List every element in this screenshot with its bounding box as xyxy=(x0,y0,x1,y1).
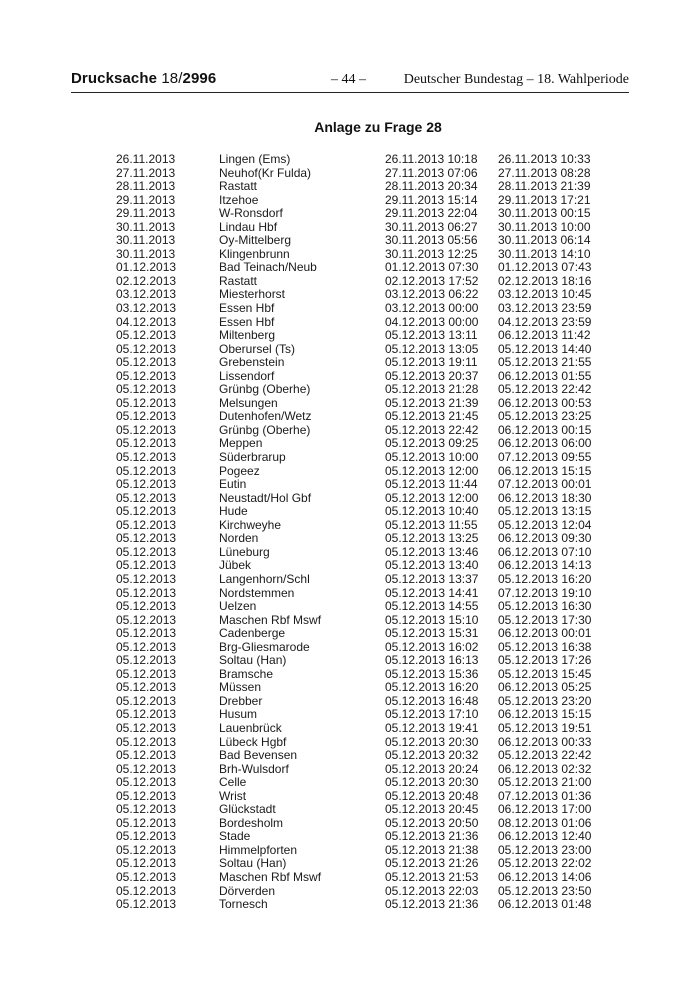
station-cell: Essen Hbf xyxy=(219,314,275,329)
end-time-cell: 06.12.2013 02:32 xyxy=(498,761,592,776)
station-cell: Lissendorf xyxy=(219,368,275,383)
start-time-cell: 05.12.2013 13:40 xyxy=(385,558,479,573)
start-time-cell: 05.12.2013 15:10 xyxy=(385,612,479,627)
end-time-cell: 30.11.2013 10:00 xyxy=(498,219,591,234)
station-cell: Eutin xyxy=(219,477,247,492)
date-cell: 26.11.2013 xyxy=(116,152,176,166)
start-time-cell: 05.12.2013 20:37 xyxy=(385,368,479,383)
end-time-cell: 05.12.2013 15:45 xyxy=(498,666,592,681)
start-time-cell: 05.12.2013 21:28 xyxy=(385,382,479,397)
date-cell: 05.12.2013 xyxy=(116,599,177,614)
station-cell: Essen Hbf xyxy=(219,301,275,316)
table-row xyxy=(0,329,700,343)
end-time-cell: 06.12.2013 15:15 xyxy=(498,463,592,478)
end-time-cell: 05.12.2013 17:26 xyxy=(498,653,592,668)
end-time-cell: 30.11.2013 14:10 xyxy=(498,246,591,261)
start-time-cell: 01.12.2013 07:30 xyxy=(385,260,479,275)
end-time-cell: 05.12.2013 21:00 xyxy=(498,775,592,790)
end-time-cell: 05.12.2013 14:40 xyxy=(498,341,592,356)
date-cell: 05.12.2013 xyxy=(116,639,177,654)
station-cell: Neuhof(Kr Fulda) xyxy=(219,165,312,180)
start-time-cell: 02.12.2013 17:52 xyxy=(385,273,479,288)
table-row xyxy=(0,546,700,560)
start-time-cell: 05.12.2013 21:36 xyxy=(385,829,479,844)
table-row xyxy=(0,708,700,722)
start-time-cell: 05.12.2013 21:26 xyxy=(385,856,479,871)
date-cell: 03.12.2013 xyxy=(116,287,177,302)
date-cell: 05.12.2013 xyxy=(116,422,177,437)
table-row xyxy=(0,681,700,695)
date-cell: 05.12.2013 xyxy=(116,707,177,722)
table-row xyxy=(0,221,700,235)
table-row xyxy=(0,519,700,533)
start-time-cell: 05.12.2013 20:32 xyxy=(385,748,479,763)
table-row xyxy=(0,234,700,248)
end-time-cell: 05.12.2013 13:15 xyxy=(498,504,592,519)
station-cell: Klingenbrunn xyxy=(219,246,290,261)
station-cell: Rastatt xyxy=(219,273,258,288)
start-time-cell: 05.12.2013 12:00 xyxy=(385,490,479,505)
start-time-cell: 05.12.2013 21:36 xyxy=(385,897,479,912)
start-time-cell: 05.12.2013 21:38 xyxy=(385,842,479,857)
station-cell: Lauenbrück xyxy=(219,720,282,735)
end-time-cell: 06.12.2013 00:33 xyxy=(498,734,592,749)
start-time-cell: 05.12.2013 16:48 xyxy=(385,693,479,708)
end-time-cell: 06.12.2013 14:06 xyxy=(498,869,592,884)
table-row xyxy=(0,857,700,871)
start-time-cell: 05.12.2013 13:37 xyxy=(385,571,479,586)
station-cell: Lüneburg xyxy=(219,544,270,559)
table-row xyxy=(0,275,700,289)
start-time-cell: 05.12.2013 15:31 xyxy=(385,626,479,641)
date-cell: 01.12.2013 xyxy=(116,260,177,275)
station-cell: Uelzen xyxy=(219,599,257,614)
start-time-cell: 05.12.2013 16:02 xyxy=(385,639,479,654)
date-cell: 05.12.2013 xyxy=(116,842,177,857)
start-time-cell: 04.12.2013 00:00 xyxy=(385,314,479,329)
end-time-cell: 03.12.2013 23:59 xyxy=(498,301,592,316)
station-cell: Jübek xyxy=(219,558,252,573)
station-cell: Soltau (Han) xyxy=(219,653,287,668)
annex-title: Anlage zu Frage 28 xyxy=(314,119,442,135)
start-time-cell: 28.11.2013 20:34 xyxy=(385,179,478,194)
start-time-cell: 30.11.2013 12:25 xyxy=(385,246,478,261)
start-time-cell: 05.12.2013 11:44 xyxy=(385,477,478,492)
station-cell: Glückstadt xyxy=(219,802,276,817)
end-time-cell: 07.12.2013 09:55 xyxy=(498,450,592,465)
date-cell: 05.12.2013 xyxy=(116,355,177,370)
end-time-cell: 06.12.2013 17:00 xyxy=(498,802,592,817)
table-row xyxy=(0,898,700,912)
table-row xyxy=(0,532,700,546)
table-row xyxy=(0,559,700,573)
end-time-cell: 26.11.2013 10:33 xyxy=(498,152,591,166)
date-cell: 02.12.2013 xyxy=(116,273,177,288)
end-time-cell: 05.12.2013 21:55 xyxy=(498,355,592,370)
end-time-cell: 08.12.2013 01:06 xyxy=(498,815,592,830)
start-time-cell: 05.12.2013 16:20 xyxy=(385,680,479,695)
station-cell: Lübeck Hgbf xyxy=(219,734,287,749)
table-row xyxy=(0,830,700,844)
date-cell: 05.12.2013 xyxy=(116,544,177,559)
start-time-cell: 27.11.2013 07:06 xyxy=(385,165,478,180)
end-time-cell: 02.12.2013 18:16 xyxy=(498,273,592,288)
document-label: Drucksache xyxy=(71,70,158,87)
date-cell: 05.12.2013 xyxy=(116,341,177,356)
start-time-cell: 05.12.2013 20:30 xyxy=(385,775,479,790)
station-cell: Lindau Hbf xyxy=(219,219,278,234)
station-cell: Brg-Gliesmarode xyxy=(219,639,310,654)
start-time-cell: 29.11.2013 15:14 xyxy=(385,192,478,207)
station-cell: Bordesholm xyxy=(219,815,284,830)
date-cell: 30.11.2013 xyxy=(116,233,176,248)
start-time-cell: 05.12.2013 14:55 xyxy=(385,599,479,614)
page-number: – 44 – xyxy=(331,72,366,87)
station-cell: Cadenberge xyxy=(219,626,286,641)
date-cell: 05.12.2013 xyxy=(116,748,177,763)
table-row xyxy=(0,654,700,668)
table-row xyxy=(0,194,700,208)
station-cell: Drebber xyxy=(219,693,263,708)
start-time-cell: 30.11.2013 06:27 xyxy=(385,219,478,234)
end-time-cell: 06.12.2013 06:00 xyxy=(498,436,592,451)
start-time-cell: 05.12.2013 15:36 xyxy=(385,666,479,681)
start-time-cell: 03.12.2013 06:22 xyxy=(385,287,479,302)
end-time-cell: 06.12.2013 11:42 xyxy=(498,328,591,343)
start-time-cell: 05.12.2013 13:25 xyxy=(385,531,479,546)
table-row xyxy=(0,668,700,682)
end-time-cell: 05.12.2013 23:50 xyxy=(498,883,592,898)
end-time-cell: 05.12.2013 22:42 xyxy=(498,748,592,763)
date-cell: 05.12.2013 xyxy=(116,517,177,532)
end-time-cell: 05.12.2013 16:30 xyxy=(498,599,592,614)
date-cell: 05.12.2013 xyxy=(116,477,177,492)
date-cell: 05.12.2013 xyxy=(116,883,177,898)
table-row xyxy=(0,167,700,181)
document-number-prefix: 18/ xyxy=(161,70,183,87)
end-time-cell: 27.11.2013 08:28 xyxy=(498,165,591,180)
station-cell: Kirchweyhe xyxy=(219,517,282,532)
date-cell: 05.12.2013 xyxy=(116,328,177,343)
table-row xyxy=(0,180,700,194)
start-time-cell: 05.12.2013 20:30 xyxy=(385,734,479,749)
data-table xyxy=(0,153,700,912)
end-time-cell: 07.12.2013 19:10 xyxy=(498,585,592,600)
station-cell: Lingen (Ems) xyxy=(219,152,291,166)
station-cell: Langenhorn/Schl xyxy=(219,571,310,586)
station-cell: Miltenberg xyxy=(219,328,276,343)
date-cell: 05.12.2013 xyxy=(116,382,177,397)
table-row xyxy=(0,370,700,384)
table-row xyxy=(0,451,700,465)
date-cell: 05.12.2013 xyxy=(116,829,177,844)
date-cell: 05.12.2013 xyxy=(116,463,177,478)
station-cell: Tornesch xyxy=(219,897,268,912)
table-row xyxy=(0,871,700,885)
table-row xyxy=(0,343,700,357)
station-cell: Wrist xyxy=(219,788,247,803)
station-cell: Meppen xyxy=(219,436,263,451)
end-time-cell: 06.12.2013 01:55 xyxy=(498,368,592,383)
start-time-cell: 05.12.2013 13:46 xyxy=(385,544,479,559)
station-cell: Norden xyxy=(219,531,259,546)
table-row xyxy=(0,302,700,316)
start-time-cell: 05.12.2013 20:45 xyxy=(385,802,479,817)
date-cell: 05.12.2013 xyxy=(116,856,177,871)
date-cell: 29.11.2013 xyxy=(116,192,176,207)
start-time-cell: 05.12.2013 21:39 xyxy=(385,395,479,410)
date-cell: 05.12.2013 xyxy=(116,897,177,912)
start-time-cell: 05.12.2013 12:00 xyxy=(385,463,479,478)
station-cell: Maschen Rbf Mswf xyxy=(219,869,322,884)
table-row xyxy=(0,641,700,655)
table-row xyxy=(0,803,700,817)
table-row xyxy=(0,383,700,397)
date-cell: 05.12.2013 xyxy=(116,666,177,681)
date-cell: 05.12.2013 xyxy=(116,680,177,695)
date-cell: 05.12.2013 xyxy=(116,368,177,383)
start-time-cell: 26.11.2013 10:18 xyxy=(385,152,478,166)
table-row xyxy=(0,492,700,506)
table-row xyxy=(0,749,700,763)
date-cell: 05.12.2013 xyxy=(116,436,177,451)
date-cell: 05.12.2013 xyxy=(116,409,177,424)
end-time-cell: 05.12.2013 12:04 xyxy=(498,517,592,532)
station-cell: Itzehoe xyxy=(219,192,259,207)
start-time-cell: 03.12.2013 00:00 xyxy=(385,301,479,316)
station-cell: Grünbg (Oberhe) xyxy=(219,382,311,397)
end-time-cell: 01.12.2013 07:43 xyxy=(498,260,592,275)
station-cell: Bad Teinach/Neub xyxy=(219,260,317,275)
end-time-cell: 05.12.2013 22:02 xyxy=(498,856,592,871)
date-cell: 30.11.2013 xyxy=(116,246,176,261)
station-cell: Hude xyxy=(219,504,248,519)
date-cell: 30.11.2013 xyxy=(116,219,176,234)
date-cell: 05.12.2013 xyxy=(116,720,177,735)
end-time-cell: 05.12.2013 16:20 xyxy=(498,571,592,586)
end-time-cell: 05.12.2013 23:25 xyxy=(498,409,592,424)
start-time-cell: 05.12.2013 11:55 xyxy=(385,517,478,532)
start-time-cell: 05.12.2013 14:41 xyxy=(385,585,479,600)
end-time-cell: 06.12.2013 05:25 xyxy=(498,680,592,695)
end-time-cell: 05.12.2013 23:00 xyxy=(498,842,592,857)
table-row xyxy=(0,410,700,424)
end-time-cell: 05.12.2013 22:42 xyxy=(498,382,592,397)
station-cell: Oberursel (Ts) xyxy=(219,341,296,356)
station-cell: Süderbrarup xyxy=(219,450,286,465)
table-row xyxy=(0,736,700,750)
date-cell: 05.12.2013 xyxy=(116,571,177,586)
end-time-cell: 06.12.2013 14:13 xyxy=(498,558,592,573)
date-cell: 05.12.2013 xyxy=(116,653,177,668)
table-row xyxy=(0,614,700,628)
date-cell: 05.12.2013 xyxy=(116,395,177,410)
table-row xyxy=(0,790,700,804)
table-row xyxy=(0,207,700,221)
start-time-cell: 05.12.2013 19:41 xyxy=(385,720,479,735)
table-row xyxy=(0,763,700,777)
date-cell: 05.12.2013 xyxy=(116,612,177,627)
table-row xyxy=(0,587,700,601)
date-cell: 04.12.2013 xyxy=(116,314,177,329)
start-time-cell: 05.12.2013 20:24 xyxy=(385,761,479,776)
end-time-cell: 06.12.2013 18:30 xyxy=(498,490,592,505)
end-time-cell: 06.12.2013 00:01 xyxy=(498,626,592,641)
station-cell: Pogeez xyxy=(219,463,260,478)
station-cell: Dörverden xyxy=(219,883,276,898)
start-time-cell: 05.12.2013 21:45 xyxy=(385,409,479,424)
date-cell: 05.12.2013 xyxy=(116,734,177,749)
table-row xyxy=(0,627,700,641)
date-cell: 05.12.2013 xyxy=(116,693,177,708)
table-row xyxy=(0,573,700,587)
station-cell: W-Ronsdorf xyxy=(219,206,283,221)
station-cell: Rastatt xyxy=(219,179,258,194)
date-cell: 05.12.2013 xyxy=(116,626,177,641)
table-row xyxy=(0,261,700,275)
station-cell: Neustadt/Hol Gbf xyxy=(219,490,312,505)
start-time-cell: 05.12.2013 13:05 xyxy=(385,341,479,356)
table-row xyxy=(0,356,700,370)
table-row xyxy=(0,844,700,858)
start-time-cell: 05.12.2013 21:53 xyxy=(385,869,479,884)
start-time-cell: 05.12.2013 17:10 xyxy=(385,707,479,722)
table-row xyxy=(0,722,700,736)
station-cell: Bad Bevensen xyxy=(219,748,298,763)
end-time-cell: 05.12.2013 17:30 xyxy=(498,612,592,627)
date-cell: 05.12.2013 xyxy=(116,531,177,546)
station-cell: Melsungen xyxy=(219,395,278,410)
date-cell: 05.12.2013 xyxy=(116,490,177,505)
start-time-cell: 05.12.2013 09:25 xyxy=(385,436,479,451)
end-time-cell: 05.12.2013 16:38 xyxy=(498,639,592,654)
station-cell: Müssen xyxy=(219,680,262,695)
date-cell: 05.12.2013 xyxy=(116,802,177,817)
end-time-cell: 06.12.2013 12:40 xyxy=(498,829,592,844)
start-time-cell: 05.12.2013 16:13 xyxy=(385,653,479,668)
station-cell: Soltau (Han) xyxy=(219,856,287,871)
date-cell: 05.12.2013 xyxy=(116,558,177,573)
date-cell: 05.12.2013 xyxy=(116,815,177,830)
start-time-cell: 05.12.2013 10:40 xyxy=(385,504,479,519)
start-time-cell: 05.12.2013 20:48 xyxy=(385,788,479,803)
document-number-suffix: 2996 xyxy=(182,70,217,87)
end-time-cell: 30.11.2013 06:14 xyxy=(498,233,591,248)
table-row xyxy=(0,505,700,519)
end-time-cell: 07.12.2013 01:36 xyxy=(498,788,592,803)
end-time-cell: 06.12.2013 01:48 xyxy=(498,897,592,912)
end-time-cell: 29.11.2013 17:21 xyxy=(498,192,591,207)
document-number xyxy=(71,70,216,88)
page-header xyxy=(71,70,629,93)
date-cell: 05.12.2013 xyxy=(116,788,177,803)
end-time-cell: 06.12.2013 09:30 xyxy=(498,531,592,546)
date-cell: 05.12.2013 xyxy=(116,585,177,600)
start-time-cell: 05.12.2013 22:42 xyxy=(385,422,479,437)
table-row xyxy=(0,288,700,302)
start-time-cell: 05.12.2013 10:00 xyxy=(385,450,479,465)
station-cell: Himmelpforten xyxy=(219,842,298,857)
date-cell: 29.11.2013 xyxy=(116,206,176,221)
station-cell: Maschen Rbf Mswf xyxy=(219,612,322,627)
table-row xyxy=(0,776,700,790)
end-time-cell: 05.12.2013 23:20 xyxy=(498,693,592,708)
station-cell: Celle xyxy=(219,775,247,790)
end-time-cell: 05.12.2013 19:51 xyxy=(498,720,592,735)
station-cell: Brh-Wulsdorf xyxy=(219,761,289,776)
station-cell: Grünbg (Oberhe) xyxy=(219,422,311,437)
start-time-cell: 29.11.2013 22:04 xyxy=(385,206,478,221)
station-cell: Grebenstein xyxy=(219,355,285,370)
table-row xyxy=(0,437,700,451)
table-row xyxy=(0,397,700,411)
table-row xyxy=(0,316,700,330)
station-cell: Nordstemmen xyxy=(219,585,295,600)
end-time-cell: 30.11.2013 00:15 xyxy=(498,206,591,221)
table-row xyxy=(0,600,700,614)
end-time-cell: 06.12.2013 00:53 xyxy=(498,395,592,410)
end-time-cell: 06.12.2013 00:15 xyxy=(498,422,592,437)
station-cell: Dutenhofen/Wetz xyxy=(219,409,312,424)
start-time-cell: 05.12.2013 19:11 xyxy=(385,355,478,370)
start-time-cell: 05.12.2013 22:03 xyxy=(385,883,479,898)
table-row xyxy=(0,478,700,492)
station-cell: Bramsche xyxy=(219,666,274,681)
station-cell: Miesterhorst xyxy=(219,287,286,302)
station-cell: Oy-Mittelberg xyxy=(219,233,292,248)
date-cell: 05.12.2013 xyxy=(116,775,177,790)
station-cell: Husum xyxy=(219,707,258,722)
end-time-cell: 06.12.2013 07:10 xyxy=(498,544,592,559)
start-time-cell: 05.12.2013 13:11 xyxy=(385,328,478,343)
end-time-cell: 04.12.2013 23:59 xyxy=(498,314,592,329)
end-time-cell: 06.12.2013 15:15 xyxy=(498,707,592,722)
date-cell: 05.12.2013 xyxy=(116,450,177,465)
date-cell: 05.12.2013 xyxy=(116,761,177,776)
table-row xyxy=(0,465,700,479)
date-cell: 05.12.2013 xyxy=(116,504,177,519)
date-cell: 27.11.2013 xyxy=(116,165,176,180)
end-time-cell: 03.12.2013 10:45 xyxy=(498,287,592,302)
table-row xyxy=(0,885,700,899)
station-cell: Stade xyxy=(219,829,251,844)
table-row xyxy=(0,817,700,831)
start-time-cell: 30.11.2013 05:56 xyxy=(385,233,478,248)
table-row xyxy=(0,248,700,262)
date-cell: 05.12.2013 xyxy=(116,869,177,884)
table-row xyxy=(0,424,700,438)
institution-label: Deutscher Bundestag – 18. Wahlperiode xyxy=(403,72,629,87)
end-time-cell: 28.11.2013 21:39 xyxy=(498,179,591,194)
table-row xyxy=(0,695,700,709)
end-time-cell: 07.12.2013 00:01 xyxy=(498,477,592,492)
table-row xyxy=(0,153,700,167)
start-time-cell: 05.12.2013 20:50 xyxy=(385,815,479,830)
date-cell: 03.12.2013 xyxy=(116,301,177,316)
date-cell: 28.11.2013 xyxy=(116,179,176,194)
